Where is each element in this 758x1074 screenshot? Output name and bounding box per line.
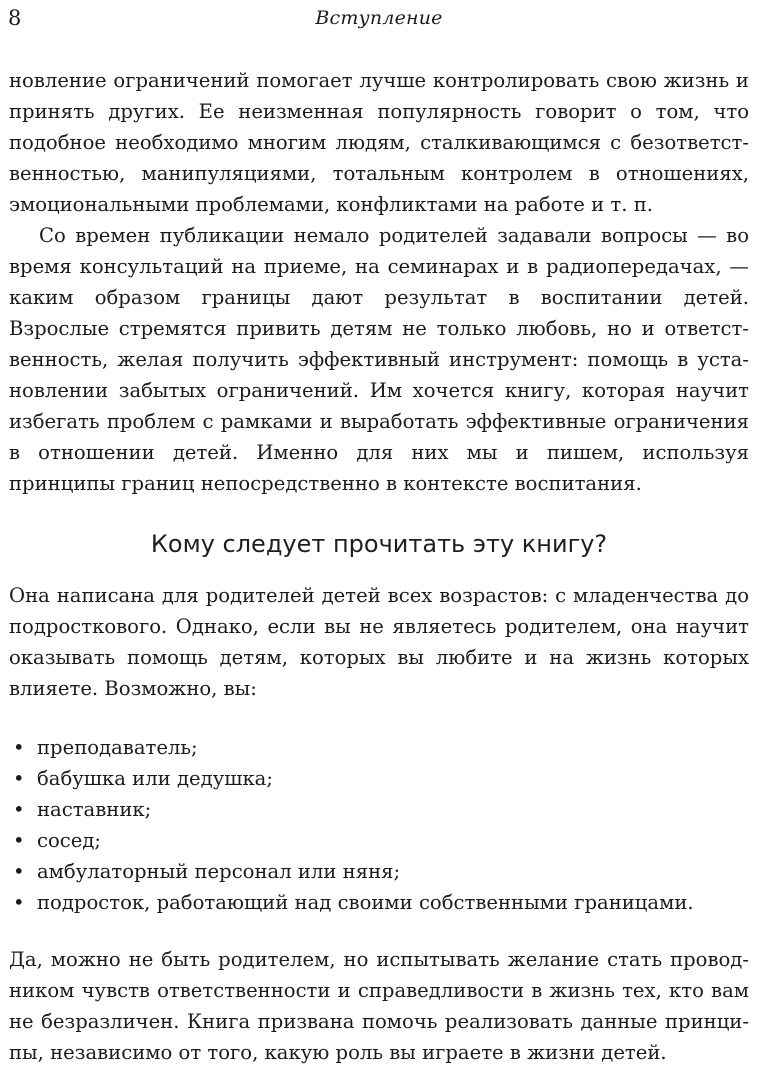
bullet-icon: •: [13, 860, 25, 883]
list-item: [9, 887, 749, 918]
list-item-text: бабушка или дедушка;: [37, 767, 273, 790]
paragraph-continuation: новление ограничений помогает лучше контролировать свою жизнь и принять других. Ее неизменная популярность говорит о том, что подобное необходимо многим людям, сталкивающимся с безответственностью, манипуляциями, тотальным контролем в отношениях, эмоциональными проблемами, конфликтами на работе и т. п.: [9, 69, 749, 216]
audience-list: [9, 732, 749, 918]
list-item: [9, 794, 749, 825]
list-item-text: амбулаторный персонал или няня;: [37, 860, 401, 883]
list-item: [9, 763, 749, 794]
bullet-icon: •: [13, 891, 25, 914]
running-header-title: Вступление: [315, 7, 443, 29]
page-number: 8: [8, 6, 22, 30]
list-item: [9, 732, 749, 763]
bullet-icon: •: [13, 767, 25, 790]
list-item-text: сосед;: [37, 829, 102, 852]
list-item: [9, 825, 749, 856]
bullet-icon: •: [13, 798, 25, 821]
list-item-text: преподаватель;: [37, 736, 198, 759]
list-item: [9, 856, 749, 887]
bullet-icon: •: [13, 736, 25, 759]
bullet-icon: •: [13, 829, 25, 852]
list-item-text: подросток, работающий над своими собственными границами.: [37, 891, 694, 914]
section-heading: Кому следует прочитать эту книгу?: [150, 530, 608, 558]
paragraph-non-parents: Да, можно не быть родителем, но испытывать желание стать проводником чувств ответственности и справедливости в жизнь тех, кто вам не безразличен. Книга призвана помочь реализовать данные принципы, независимо от того, какую роль вы играете в жизни детей.: [9, 948, 749, 1064]
paragraph-audience: Она написана для родителей детей всех возрастов: с младенчества до подросткового. Однако, если вы не являетесь родителем, она научит оказывать помощь детям, которых вы любите и на жизнь которых влияете. Возможно, вы:: [9, 584, 749, 700]
list-item-text: наставник;: [37, 798, 152, 821]
paragraph-parents-questions: Со времен публикации немало родителей задавали вопросы — во время консультаций на приеме, на семинарах и в радиопередачах, — каким образом границы дают результат в воспитании детей. Взрослые стремятся привить детям не только любовь, но и ответственность, желая получить эффективный инструмент: помощь в установлении забытых ограничений. Им хочется книгу, которая научит избегать проблем с рамками и выработать эффективные ограничения в отношении детей. Именно для них мы и пишем, используя принципы границ непосредственно в контексте воспитания.: [9, 224, 749, 495]
